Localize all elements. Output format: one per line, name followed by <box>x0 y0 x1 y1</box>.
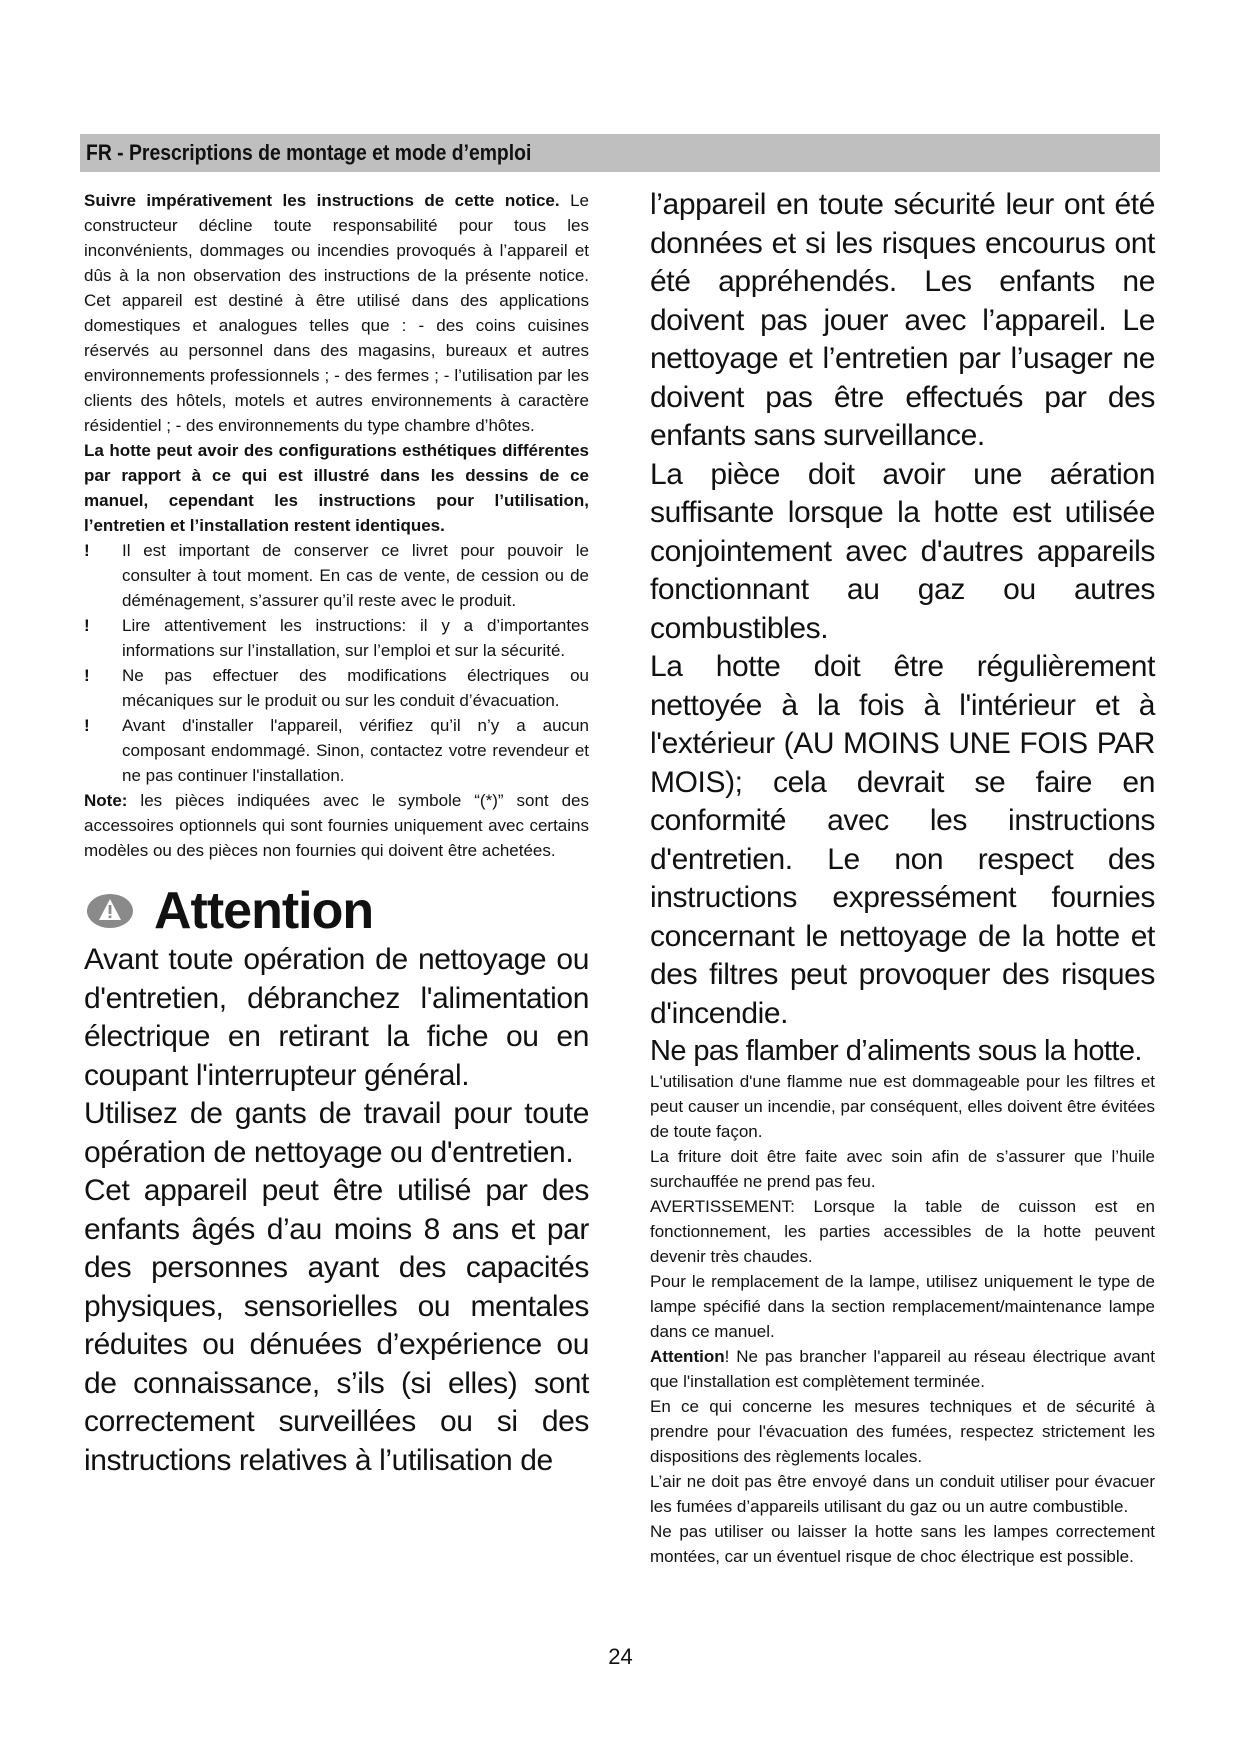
attention-rest: ! Ne pas brancher l'appareil au réseau électrique avant que l'installation est complètement terminée. <box>650 1347 1155 1391</box>
safety-paragraph: l’appareil en toute sécurité leur ont été données et si les risques encourus ont été appréhendés. Les enfants ne doivent pas jouer avec l’appareil. Le nettoyage et l’entretien par l’usager ne doivent pas être effectués par des enfants sans surveillance. <box>650 188 1155 452</box>
info-paragraph: En ce qui concerne les mesures techniques et de sécurité à prendre pour l'évacuation des fumées, respectez strictement les dispositions des règlements locales. <box>650 1397 1155 1466</box>
exclamation-icon: ! <box>84 541 90 560</box>
aeration-paragraph: La pièce doit avoir une aération suffisante lorsque la hotte est utilisée conjointement avec d'autres appareils fonctionnant au gaz ou autres combustibles. <box>650 457 1155 645</box>
bullet-item <box>84 713 589 788</box>
cleaning-paragraph: La hotte doit être régulièrement nettoyée à la fois à l'intérieur et à l'extérieur (AU MOINS UNE FOIS PAR MOIS); cela devrait se faire en conformité avec les instructions d'entretien. Le non respect des instructions expressément fournies concernant le nettoyage de la hotte et des filtres peut provoquer des risques d'incendie. <box>650 650 1155 1030</box>
info-paragraph: La friture doit être faite avec soin afin de s’assurer que l’huile surchauffée ne prend pas feu. <box>650 1147 1155 1191</box>
section-title: FR - Prescriptions de montage et mode d’emploi <box>86 140 532 165</box>
bullet-text: Lire attentivement les instructions: il y a d’importantes informations sur l’installation, sur l’emploi et sur la sécurité. <box>122 616 589 660</box>
left-column <box>84 188 589 1480</box>
right-column <box>650 186 1155 1569</box>
section-header-bar <box>80 134 1160 172</box>
flambe-warning: Ne pas flamber d’aliments sous la hotte. <box>650 1035 1142 1067</box>
page-number: 24 <box>608 1644 633 1669</box>
bullet-item <box>84 613 589 663</box>
intro-paragraph <box>84 188 589 438</box>
bullet-text: Ne pas effectuer des modifications électriques ou mécaniques sur le produit ou sur les conduit d’évacuation. <box>122 666 589 710</box>
hotte-config-paragraph <box>84 438 589 538</box>
hotte-config-bold: La hotte peut avoir des configurations esthétiques différentes par rapport à ce qui est illustré dans les dessins de ce manuel, cependant les instructions pour l’utilisation, l’entretien et l’installation restent identiques. <box>84 441 589 535</box>
attention-title: Attention <box>154 882 374 940</box>
info-paragraph: L’air ne doit pas être envoyé dans un conduit utiliser pour évacuer les fumées d’appareils utilisant du gaz ou un autre combustible. <box>650 1472 1155 1516</box>
attention-paragraph: Cet appareil peut être utilisé par des enfants âgés d’au moins 8 ans et par des personnes ayant des capacités physiques, sensorielles ou mentales réduites ou dénuées d’expérience ou de connaissance, s’ils (si elles) sont correctement surveillées ou si des instructions relatives à l’utilisation de <box>84 1174 589 1477</box>
note-paragraph <box>84 788 589 863</box>
exclamation-icon: ! <box>84 616 90 635</box>
bullet-item <box>84 538 589 613</box>
exclamation-icon: ! <box>84 666 90 685</box>
intro-text: Le constructeur décline toute responsabilité pour tous les inconvénients, dommages ou incendies provoqués à l’appareil et dûs à la non observation des instructions de la présente notice. Cet appareil est destiné à être utilisé dans des applications domestiques et analogues telles que : - des coins cuisines réservés au personnel dans des magasins, bureaux et autres environnements professionnels ; - des fermes ; - l’utilisation par les clients des hôtels, motels et autres environnements à caractère résidentiel ; - des environnements du type chambre d’hôtes. <box>84 191 589 435</box>
note-text: les pièces indiquées avec le symbole “(*)” sont des accessoires optionnels qui sont fournies uniquement avec certains modèles ou des pièces non fournies qui doivent être achetées. <box>84 791 589 860</box>
attention-word: Attention <box>650 1347 725 1366</box>
bullet-text: Il est important de conserver ce livret pour pouvoir le consulter à tout moment. En cas de vente, de cession ou de déménagement, s’assurer qu’il reste avec le produit. <box>122 541 589 610</box>
bullet-text: Avant d'installer l'appareil, vérifiez qu’il n’y a aucun composant endommagé. Sinon, contactez votre revendeur et ne pas continuer l'installation. <box>122 716 589 785</box>
attention-paragraph: Avant toute opération de nettoyage ou d'entretien, débranchez l'alimentation électrique en retirant la fiche ou en coupant l'interrupteur général. <box>84 943 589 1092</box>
info-paragraph: AVERTISSEMENT: Lorsque la table de cuisson est en fonctionnement, les parties accessibles de la hotte peuvent devenir très chaudes. <box>650 1197 1155 1266</box>
exclamation-icon: ! <box>84 716 90 735</box>
info-paragraph: L'utilisation d'une flamme nue est dommageable pour les filtres et peut causer un incendie, par conséquent, elles doivent être évitées de toute façon. <box>650 1072 1155 1141</box>
warning-icon <box>86 893 134 929</box>
intro-bold: Suivre impérativement les instructions de cette notice. <box>84 191 560 210</box>
info-paragraph: Pour le remplacement de la lampe, utilisez uniquement le type de lampe spécifié dans la section remplacement/maintenance lampe dans ce manuel. <box>650 1272 1155 1341</box>
attention-paragraph: Utilisez de gants de travail pour toute opération de nettoyage ou d'entretien. <box>84 1097 589 1169</box>
attention-info-paragraph <box>650 1344 1155 1394</box>
attention-heading <box>84 881 589 941</box>
bullet-item <box>84 663 589 713</box>
info-paragraph: Ne pas utiliser ou laisser la hotte sans les lampes correctement montées, car un éventuel risque de choc électrique est possible. <box>650 1522 1155 1566</box>
note-label: Note: <box>84 791 128 810</box>
